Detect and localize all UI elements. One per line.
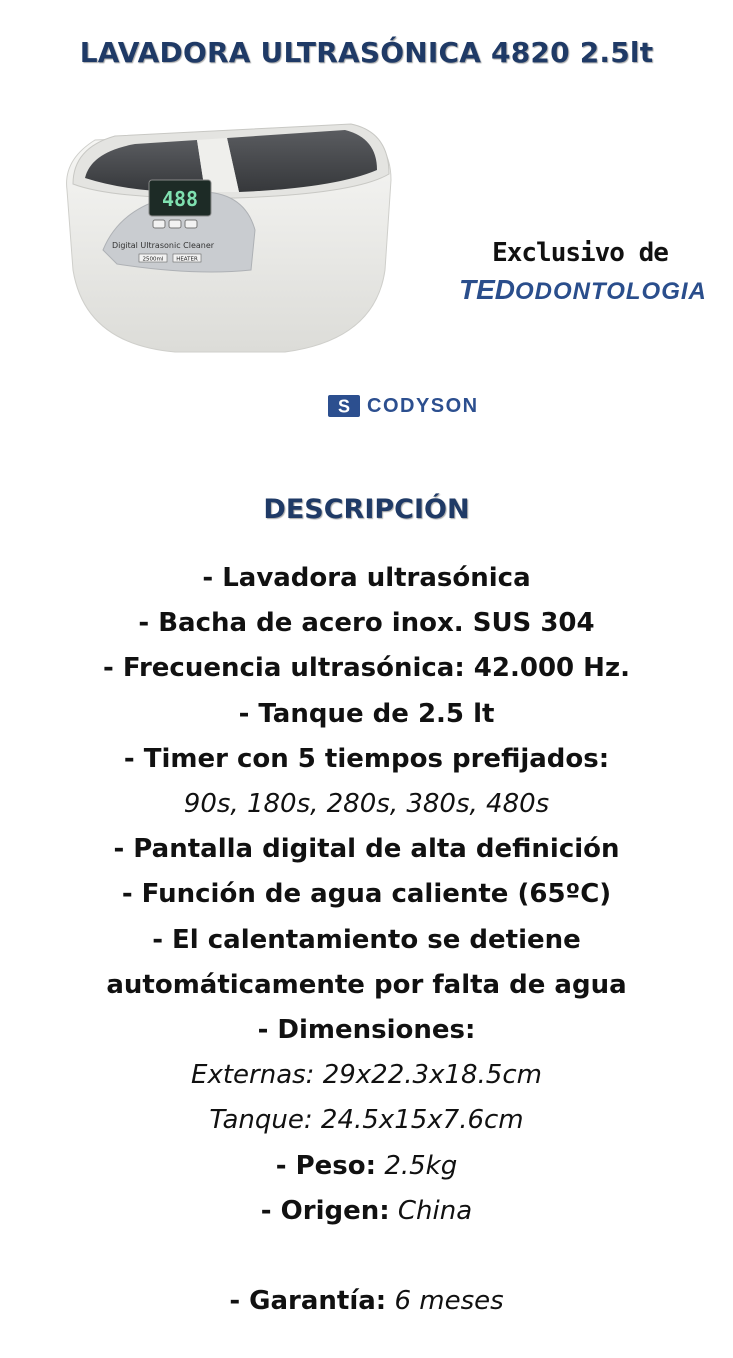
heater-badge: HEATER — [176, 256, 198, 263]
exclusive-block — [455, 238, 715, 306]
desc-item-heating-stop-cont: automáticamente por falta de agua — [106, 969, 627, 1000]
desc-item-tank-size: - Tanque de 2.5 lt — [238, 698, 495, 729]
desc-item-heating-stop: - El calentamiento se detiene — [152, 924, 581, 955]
desc-timer-values: 90s, 180s, 280s, 380s, 480s — [183, 789, 550, 820]
origin-value: China — [397, 1195, 473, 1226]
desc-item-warranty — [0, 1279, 733, 1324]
codyson-mark-letter: S — [337, 396, 351, 417]
ted-logo-prefix: TED — [459, 274, 515, 305]
desc-item-timer: - Timer con 5 tiempos prefijados: — [123, 743, 610, 774]
exclusive-label: Exclusivo de — [492, 238, 668, 268]
description-list — [0, 556, 733, 1324]
desc-item-frequency: - Frecuencia ultrasónica: 42.000 Hz. — [103, 653, 630, 684]
desc-dim-tank: Tanque: 24.5x15x7.6cm — [209, 1105, 524, 1136]
desc-item-hot-water: - Función de agua caliente (65ºC) — [121, 879, 612, 910]
spacer — [0, 1234, 733, 1279]
desc-item-origin — [0, 1189, 733, 1234]
desc-item-weight — [0, 1144, 733, 1189]
codyson-name: CODYSON — [367, 394, 479, 417]
desc-item-display: - Pantalla digital de alta definición — [113, 834, 620, 865]
weight-value: 2.5kg — [384, 1150, 458, 1181]
codyson-mark-icon — [328, 395, 360, 417]
origin-label: - Origen: — [260, 1195, 390, 1226]
ultrasonic-cleaner-image — [55, 100, 400, 360]
page-title: LAVADORA ULTRASÓNICA 4820 2.5lt — [79, 36, 654, 69]
warranty-label: - Garantía: — [229, 1286, 387, 1317]
warranty-value: 6 meses — [394, 1286, 504, 1317]
display-digits: 488 — [161, 187, 199, 211]
product-label: Digital Ultrasonic Cleaner — [111, 241, 215, 250]
desc-item-washer: - Lavadora ultrasónica — [202, 563, 531, 593]
ted-odontologia-logo — [459, 274, 715, 306]
description-title: DESCRIPCIÓN — [263, 494, 470, 525]
codyson-logo — [328, 394, 479, 418]
desc-item-tank-material: - Bacha de acero inox. SUS 304 — [138, 608, 595, 639]
capacity-badge: 2500ml — [142, 256, 164, 263]
ted-logo-suffix: ODONTOLOGIA — [515, 278, 707, 305]
weight-label: - Peso: — [275, 1150, 377, 1181]
desc-dim-external: Externas: 29x22.3x18.5cm — [191, 1060, 542, 1091]
desc-item-dimensions: - Dimensiones: — [257, 1015, 476, 1046]
